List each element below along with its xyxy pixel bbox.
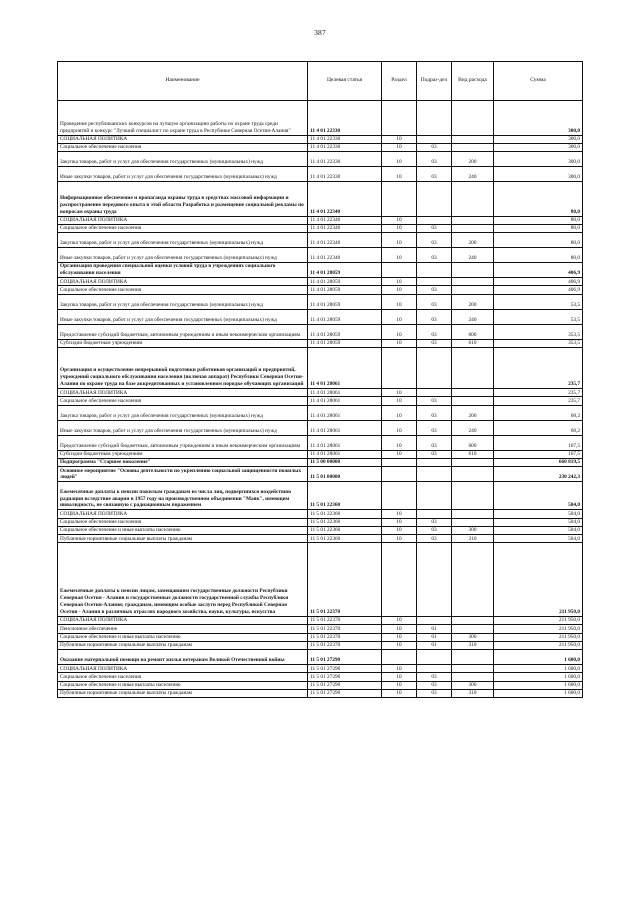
cell-section: 10 (382, 167, 417, 182)
cell-section: 10 (382, 233, 417, 248)
cell-target-article: 11 5 01 22360 (308, 518, 382, 526)
cell-name: Ежемесячные доплаты к пенсии лицам, замещавшим государственные должности Республики Северная Осетия - Алания и государственные должности государственной службы Республики Северная Осетия-Алания; гражданам, имеющим особые заслуги перед Республикой Северная Осетия - Алания в различных отраслях народного хозяйства, науки, культуры, искусства (58, 543, 308, 617)
cell-amount: 80,0 (494, 216, 583, 224)
cell-section: 10 (382, 450, 417, 458)
cell-name: Организация и осуществление непрерывной подготовки работников организаций и предприятий, учреждений социального обслуживания населения (включая аппарат) Республики Северная Осетия-Алания по охране труда на базе аккредитованных и установленном порядке обучающих организаций (58, 348, 308, 389)
table-row (58, 650, 583, 665)
cell-amount: 1 600,0 (494, 650, 583, 665)
cell-target-article: 11 5 01 22360 (308, 526, 382, 534)
cell-name: СОЦИАЛЬНАЯ ПОЛИТИКА (58, 389, 308, 397)
cell-name: Закупка товаров, работ и услуг для обеспечения государственных (муниципальных) нужд (58, 152, 308, 167)
cell-target-article: 11 4 01 28059 (308, 294, 382, 309)
cell-name: Пенсионное обеспечение (58, 625, 308, 633)
cell-target-article: 11 5 01 22370 (308, 543, 382, 617)
cell-target-article: 11 5 00 00000 (308, 458, 382, 466)
cell-expense-type (452, 101, 494, 136)
table-row (58, 348, 583, 389)
cell-expense-type (452, 135, 494, 143)
cell-expense-type (452, 510, 494, 518)
cell-name: Субсидии бюджетным учреждениям (58, 339, 308, 347)
cell-name: СОЦИАЛЬНАЯ ПОЛИТИКА (58, 665, 308, 673)
cell-target-article: 11 4 01 22330 (308, 101, 382, 136)
table-row (58, 405, 583, 420)
cell-subsection: 03 (417, 152, 452, 167)
table-row (58, 182, 583, 217)
cell-section (382, 543, 417, 617)
cell-subsection: 01 (417, 625, 452, 633)
cell-target-article: 11 4 01 22330 (308, 152, 382, 167)
cell-expense-type (452, 216, 494, 224)
cell-section: 10 (382, 339, 417, 347)
cell-target-article: 11 5 01 22370 (308, 625, 382, 633)
cell-subsection: 03 (417, 526, 452, 534)
cell-amount: 80,0 (494, 224, 583, 232)
table-body (58, 101, 583, 698)
cell-name: Публичные нормативные социальные выплаты гражданам (58, 690, 308, 698)
header-amount: Сумма (494, 62, 583, 101)
cell-expense-type (452, 286, 494, 294)
cell-subsection (417, 389, 452, 397)
table-row (58, 681, 583, 689)
cell-target-article: 11 4 01 22340 (308, 216, 382, 224)
cell-name: Организация проведения специальной оценки условий труда в учреждениях социального обслуживания населения (58, 263, 308, 278)
cell-target-article: 11 4 01 22340 (308, 248, 382, 263)
cell-target-article: 11 5 01 27290 (308, 673, 382, 681)
cell-section: 10 (382, 690, 417, 698)
cell-name: Социальное обеспечение и иные выплаты населению (58, 681, 308, 689)
cell-name: Информационное обеспечение и пропаганда охраны труда в средствах массовой информации и распространение передового опыта в этой области Разработка и размещение социальной рекламы по вопросам охраны труда (58, 182, 308, 217)
cell-expense-type: 240 (452, 167, 494, 182)
cell-subsection (417, 135, 452, 143)
cell-section: 10 (382, 216, 417, 224)
cell-target-article: 11 4 01 28061 (308, 348, 382, 389)
page-number: 387 (314, 28, 326, 37)
cell-amount: 211 950,0 (494, 633, 583, 641)
cell-expense-type (452, 143, 494, 151)
table-row (58, 633, 583, 641)
cell-target-article: 11 5 01 22360 (308, 482, 382, 510)
cell-amount: 68,2 (494, 405, 583, 420)
cell-target-article: 11 4 01 22340 (308, 233, 382, 248)
table-row (58, 101, 583, 136)
cell-amount: 1 600,0 (494, 681, 583, 689)
cell-target-article: 11 4 01 22340 (308, 224, 382, 232)
cell-target-article: 11 4 01 28059 (308, 309, 382, 324)
cell-subsection: 03 (417, 294, 452, 309)
cell-target-article: 11 4 01 22340 (308, 182, 382, 217)
cell-amount: 80,0 (494, 233, 583, 248)
cell-name: Публичные нормативные социальные выплаты гражданам (58, 641, 308, 649)
cell-amount: 504,0 (494, 518, 583, 526)
cell-name: Социальное обеспечение населения (58, 518, 308, 526)
cell-section (382, 458, 417, 466)
table-row (58, 263, 583, 278)
cell-name: СОЦИАЛЬНАЯ ПОЛИТИКА (58, 278, 308, 286)
cell-amount: 406,9 (494, 286, 583, 294)
cell-subsection: 03 (417, 681, 452, 689)
table-row (58, 690, 583, 698)
cell-amount: 80,0 (494, 182, 583, 217)
cell-expense-type: 200 (452, 152, 494, 167)
cell-name: Предоставление субсидий бюджетным, автономным учреждениям и иным некоммерческим организациям (58, 435, 308, 450)
cell-name: Предоставление субсидий бюджетным, автономным учреждениям и иным некоммерческим организациям (58, 324, 308, 339)
table-row (58, 389, 583, 397)
cell-section: 10 (382, 535, 417, 543)
cell-expense-type: 300 (452, 633, 494, 641)
table-row (58, 286, 583, 294)
cell-section: 10 (382, 641, 417, 649)
cell-subsection: 03 (417, 309, 452, 324)
cell-expense-type: 600 (452, 324, 494, 339)
cell-subsection: 03 (417, 286, 452, 294)
table-row (58, 616, 583, 624)
table-header-row (58, 62, 583, 101)
table-row (58, 309, 583, 324)
cell-amount: 1 600,0 (494, 665, 583, 673)
cell-subsection: 03 (417, 143, 452, 151)
cell-section: 10 (382, 389, 417, 397)
cell-subsection: 03 (417, 233, 452, 248)
cell-name: Иные закупки товаров, работ и услуг для обеспечения государственных (муниципальных) нужд (58, 309, 308, 324)
cell-target-article: 11 4 01 28061 (308, 420, 382, 435)
cell-expense-type (452, 616, 494, 624)
cell-name: СОЦИАЛЬНАЯ ПОЛИТИКА (58, 216, 308, 224)
cell-section: 10 (382, 294, 417, 309)
cell-name: Социальное обеспечение населения (58, 143, 308, 151)
cell-name: Оказание материальной помощи на ремонт жилья ветеранам Великой Отечественной войны (58, 650, 308, 665)
cell-amount: 504,0 (494, 526, 583, 534)
cell-subsection (417, 458, 452, 466)
cell-amount: 504,0 (494, 510, 583, 518)
cell-section: 10 (382, 278, 417, 286)
cell-section: 10 (382, 405, 417, 420)
cell-expense-type: 310 (452, 690, 494, 698)
cell-expense-type: 240 (452, 420, 494, 435)
cell-section (382, 101, 417, 136)
cell-subsection: 03 (417, 248, 452, 263)
cell-section: 10 (382, 248, 417, 263)
header-target-article: Целевая статья (308, 62, 382, 101)
cell-subsection (417, 216, 452, 224)
cell-subsection: 01 (417, 641, 452, 649)
cell-amount: 235,7 (494, 389, 583, 397)
cell-amount: 300,0 (494, 135, 583, 143)
cell-amount: 353,5 (494, 339, 583, 347)
cell-section (382, 467, 417, 482)
cell-amount: 504,0 (494, 482, 583, 510)
cell-name: СОЦИАЛЬНАЯ ПОЛИТИКА (58, 616, 308, 624)
cell-name: Основное мероприятие "Основы деятельности по укреплению социальной защищенности пожилых людей" (58, 467, 308, 482)
cell-section (382, 348, 417, 389)
cell-expense-type: 310 (452, 641, 494, 649)
cell-amount: 53,5 (494, 294, 583, 309)
cell-target-article: 11 5 01 27290 (308, 681, 382, 689)
table-row (58, 641, 583, 649)
table-row (58, 216, 583, 224)
table-row (58, 167, 583, 182)
cell-name: Социальное обеспечение и иные выплаты населению (58, 526, 308, 534)
cell-expense-type: 240 (452, 248, 494, 263)
table-row (58, 526, 583, 534)
table-row (58, 435, 583, 450)
cell-target-article: 11 5 01 22370 (308, 616, 382, 624)
cell-expense-type (452, 389, 494, 397)
cell-section: 10 (382, 673, 417, 681)
table-row (58, 420, 583, 435)
cell-expense-type: 200 (452, 294, 494, 309)
cell-name: Социальное обеспечение населения (58, 673, 308, 681)
cell-section: 10 (382, 420, 417, 435)
cell-target-article: 11 4 01 28061 (308, 450, 382, 458)
cell-target-article: 11 4 01 28061 (308, 405, 382, 420)
cell-amount: 660 819,5 (494, 458, 583, 466)
cell-subsection (417, 467, 452, 482)
cell-target-article: 11 4 01 28059 (308, 339, 382, 347)
cell-expense-type (452, 458, 494, 466)
cell-expense-type: 600 (452, 435, 494, 450)
cell-section: 10 (382, 681, 417, 689)
cell-amount: 68,2 (494, 420, 583, 435)
cell-name: Проведение республиканских конкурсов на лучшую организацию работы по охране труда среди предприятий и конкурс "Лучший специалист по охране труда в Республике Северная Осетия-Алания" (58, 101, 308, 136)
table-row (58, 294, 583, 309)
cell-amount: 211 950,0 (494, 543, 583, 617)
cell-target-article: 11 4 01 28061 (308, 389, 382, 397)
table-row (58, 450, 583, 458)
cell-section: 10 (382, 435, 417, 450)
cell-expense-type (452, 482, 494, 510)
cell-subsection: 03 (417, 324, 452, 339)
cell-expense-type (452, 278, 494, 286)
cell-subsection (417, 510, 452, 518)
cell-amount: 1 600,0 (494, 690, 583, 698)
table-row (58, 482, 583, 510)
cell-amount: 80,0 (494, 248, 583, 263)
table-row (58, 278, 583, 286)
cell-amount: 300,0 (494, 143, 583, 151)
cell-target-article: 11 5 01 27290 (308, 690, 382, 698)
cell-subsection (417, 665, 452, 673)
cell-section (382, 263, 417, 278)
cell-subsection (417, 101, 452, 136)
cell-subsection: 03 (417, 450, 452, 458)
cell-section: 10 (382, 397, 417, 405)
cell-amount: 300,0 (494, 167, 583, 182)
cell-expense-type: 300 (452, 526, 494, 534)
cell-subsection: 03 (417, 397, 452, 405)
table-row (58, 665, 583, 673)
cell-amount: 211 950,0 (494, 616, 583, 624)
cell-name: Социальное обеспечение населения (58, 224, 308, 232)
cell-section: 10 (382, 152, 417, 167)
cell-target-article: 11 4 01 22330 (308, 143, 382, 151)
cell-expense-type (452, 650, 494, 665)
cell-section: 10 (382, 324, 417, 339)
table-row (58, 458, 583, 466)
table-row (58, 397, 583, 405)
table-row (58, 518, 583, 526)
cell-expense-type (452, 518, 494, 526)
cell-amount: 211 950,0 (494, 641, 583, 649)
cell-section (382, 482, 417, 510)
table-row (58, 467, 583, 482)
cell-name: Закупка товаров, работ и услуг для обеспечения государственных (муниципальных) нужд (58, 233, 308, 248)
cell-name: Социальное обеспечение населения (58, 397, 308, 405)
cell-expense-type: 300 (452, 681, 494, 689)
cell-target-article: 11 4 01 28059 (308, 278, 382, 286)
cell-expense-type (452, 543, 494, 617)
cell-expense-type (452, 397, 494, 405)
cell-subsection (417, 650, 452, 665)
header-expense-type: Вид расхода (452, 62, 494, 101)
cell-subsection: 03 (417, 405, 452, 420)
cell-amount: 300,0 (494, 101, 583, 136)
cell-amount: 353,5 (494, 324, 583, 339)
cell-subsection (417, 482, 452, 510)
cell-target-article: 11 4 01 28061 (308, 397, 382, 405)
cell-section (382, 650, 417, 665)
cell-section: 10 (382, 616, 417, 624)
table-row (58, 248, 583, 263)
header-section: Раздел (382, 62, 417, 101)
cell-name: Ежемесячные доплаты к пенсии пожилым гражданам из числа лиц, подвергшихся воздействию радиации вследствие аварии в 1957 году на производственном объединении "Маяк", имеющим инвалидность, не связанную с радиационным поражением (58, 482, 308, 510)
cell-name: СОЦИАЛЬНАЯ ПОЛИТИКА (58, 510, 308, 518)
table-row (58, 625, 583, 633)
cell-subsection: 03 (417, 167, 452, 182)
cell-name: Закупка товаров, работ и услуг для обеспечения государственных (муниципальных) нужд (58, 405, 308, 420)
table-row (58, 224, 583, 232)
cell-target-article: 11 4 01 22330 (308, 167, 382, 182)
cell-section (382, 182, 417, 217)
cell-name: Субсидии бюджетным учреждениям (58, 450, 308, 458)
cell-subsection: 03 (417, 435, 452, 450)
table-row (58, 339, 583, 347)
cell-amount: 406,9 (494, 263, 583, 278)
cell-amount: 53,5 (494, 309, 583, 324)
cell-section: 10 (382, 309, 417, 324)
cell-name: Подпрограмма "Старшее поколение" (58, 458, 308, 466)
table-row (58, 543, 583, 617)
cell-expense-type (452, 665, 494, 673)
table-row (58, 152, 583, 167)
table-row (58, 143, 583, 151)
cell-section: 10 (382, 135, 417, 143)
cell-target-article: 11 4 01 28061 (308, 435, 382, 450)
table-row (58, 233, 583, 248)
cell-expense-type: 610 (452, 450, 494, 458)
header-name: Наименование (58, 62, 308, 101)
cell-amount: 235,7 (494, 348, 583, 389)
cell-amount: 211 950,0 (494, 625, 583, 633)
cell-amount: 406,9 (494, 278, 583, 286)
cell-name: Публичные нормативные социальные выплаты гражданам (58, 535, 308, 543)
cell-target-article: 11 4 01 28059 (308, 263, 382, 278)
cell-target-article: 11 4 01 22330 (308, 135, 382, 143)
cell-name: Иные закупки товаров, работ и услуг для обеспечения государственных (муниципальных) нужд (58, 420, 308, 435)
cell-subsection (417, 278, 452, 286)
table-row (58, 324, 583, 339)
cell-subsection: 03 (417, 518, 452, 526)
cell-amount: 167,5 (494, 435, 583, 450)
cell-subsection (417, 616, 452, 624)
cell-target-article: 11 4 01 28059 (308, 286, 382, 294)
cell-target-article: 11 5 01 00000 (308, 467, 382, 482)
cell-section: 10 (382, 633, 417, 641)
cell-name: Иные закупки товаров, работ и услуг для обеспечения государственных (муниципальных) нужд (58, 167, 308, 182)
table-row (58, 673, 583, 681)
table-row (58, 510, 583, 518)
cell-subsection (417, 348, 452, 389)
cell-subsection (417, 543, 452, 617)
header-subsection: Подраз-дел (417, 62, 452, 101)
cell-expense-type: 200 (452, 233, 494, 248)
cell-amount: 1 600,0 (494, 673, 583, 681)
cell-amount: 230 242,3 (494, 467, 583, 482)
cell-expense-type (452, 224, 494, 232)
table-row (58, 135, 583, 143)
cell-name: Закупка товаров, работ и услуг для обеспечения государственных (муниципальных) нужд (58, 294, 308, 309)
cell-amount: 300,0 (494, 152, 583, 167)
cell-target-article: 11 5 01 22360 (308, 510, 382, 518)
cell-subsection (417, 263, 452, 278)
cell-expense-type (452, 673, 494, 681)
cell-section: 10 (382, 510, 417, 518)
cell-section: 10 (382, 665, 417, 673)
cell-subsection: 03 (417, 224, 452, 232)
cell-expense-type: 610 (452, 339, 494, 347)
cell-section: 10 (382, 286, 417, 294)
cell-name: Иные закупки товаров, работ и услуг для обеспечения государственных (муниципальных) нужд (58, 248, 308, 263)
cell-expense-type (452, 348, 494, 389)
budget-table (57, 61, 583, 698)
cell-subsection: 03 (417, 420, 452, 435)
cell-target-article: 11 5 01 22360 (308, 535, 382, 543)
cell-expense-type: 310 (452, 535, 494, 543)
cell-expense-type (452, 467, 494, 482)
cell-expense-type (452, 182, 494, 217)
cell-target-article: 11 5 01 27290 (308, 650, 382, 665)
cell-section: 10 (382, 526, 417, 534)
cell-target-article: 11 5 01 22370 (308, 633, 382, 641)
cell-subsection: 03 (417, 339, 452, 347)
cell-expense-type (452, 263, 494, 278)
cell-name: Социальное обеспечение населения (58, 286, 308, 294)
cell-subsection: 03 (417, 690, 452, 698)
cell-expense-type (452, 625, 494, 633)
cell-section: 10 (382, 143, 417, 151)
cell-target-article: 11 5 01 22370 (308, 641, 382, 649)
cell-amount: 235,7 (494, 397, 583, 405)
cell-expense-type: 200 (452, 405, 494, 420)
cell-subsection: 01 (417, 633, 452, 641)
cell-expense-type: 240 (452, 309, 494, 324)
cell-subsection (417, 182, 452, 217)
table-row (58, 535, 583, 543)
cell-name: СОЦИАЛЬНАЯ ПОЛИТИКА (58, 135, 308, 143)
cell-name: Социальное обеспечение и иные выплаты населению (58, 633, 308, 641)
cell-section: 10 (382, 224, 417, 232)
cell-amount: 167,5 (494, 450, 583, 458)
cell-amount: 504,0 (494, 535, 583, 543)
cell-subsection: 03 (417, 535, 452, 543)
cell-target-article: 11 4 01 28059 (308, 324, 382, 339)
cell-subsection: 03 (417, 673, 452, 681)
cell-section: 10 (382, 518, 417, 526)
cell-target-article: 11 5 01 27290 (308, 665, 382, 673)
cell-section: 10 (382, 625, 417, 633)
